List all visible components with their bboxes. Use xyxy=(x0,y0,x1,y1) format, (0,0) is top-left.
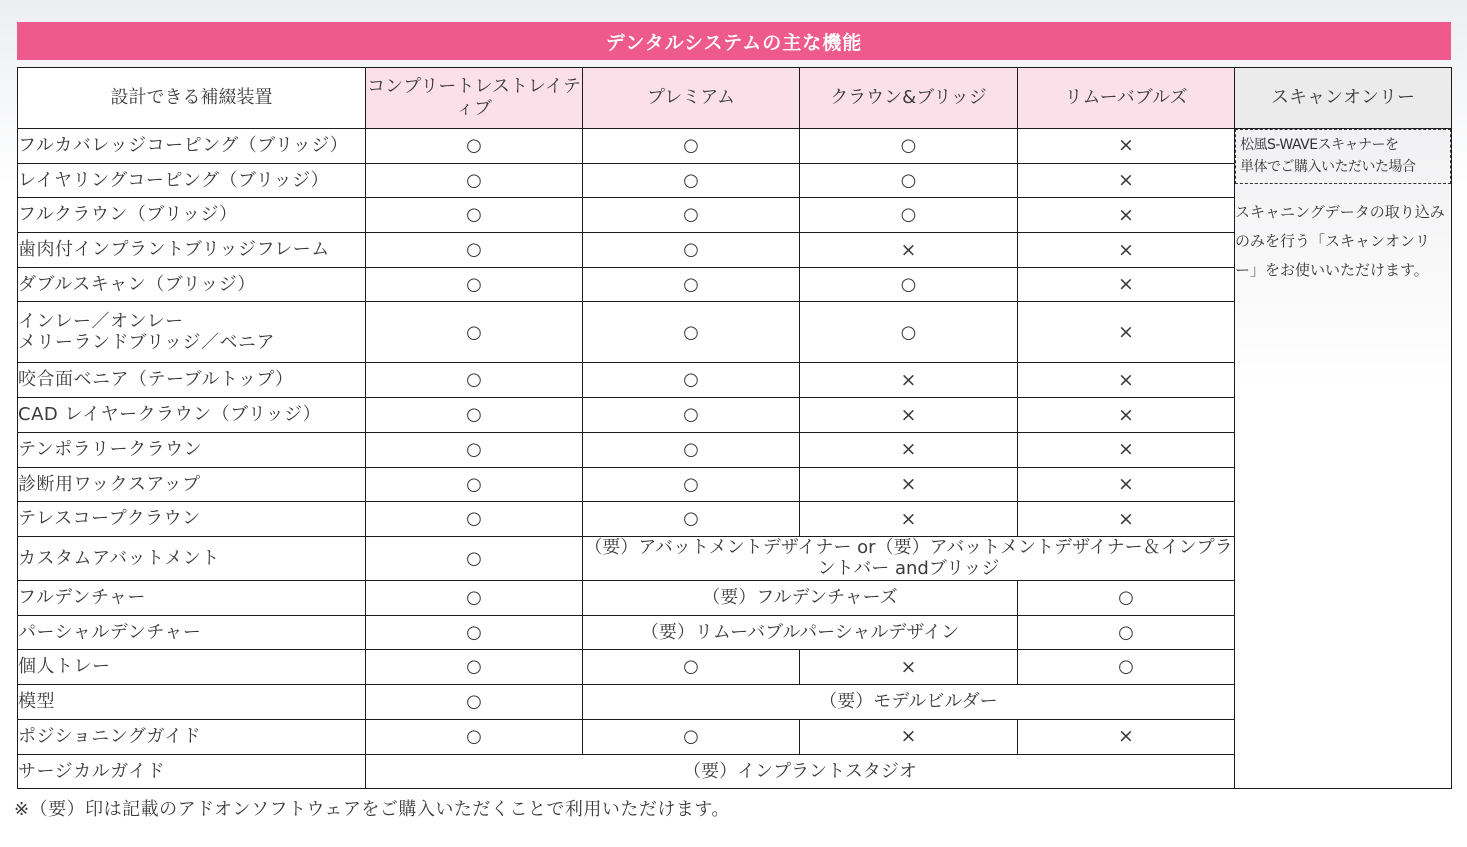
unsupported-mark: × xyxy=(1018,363,1235,398)
header-feature: 設計できる補綴装置 xyxy=(18,68,366,129)
unsupported-mark: × xyxy=(1018,398,1235,433)
supported-mark: ○ xyxy=(583,302,800,363)
unsupported-mark: × xyxy=(800,719,1018,754)
feature-cell xyxy=(18,302,366,363)
unsupported-mark: × xyxy=(800,467,1018,502)
header-premium: プレミアム xyxy=(583,68,800,129)
supported-mark: ○ xyxy=(366,267,583,302)
feature-cell xyxy=(18,502,366,537)
supported-mark: ○ xyxy=(583,267,800,302)
header-crown-bridge: クラウン&ブリッジ xyxy=(800,68,1018,129)
scan-only-column xyxy=(1235,129,1452,789)
feature-cell xyxy=(18,129,366,164)
supported-mark: ○ xyxy=(583,363,800,398)
header-complete-restorative: コンプリートレストレイティブ xyxy=(366,68,583,129)
supported-mark: ○ xyxy=(366,467,583,502)
feature-cell xyxy=(18,432,366,467)
supported-mark: ○ xyxy=(366,432,583,467)
feature-label: サージカルガイド xyxy=(18,760,166,782)
supported-mark: ○ xyxy=(583,650,800,685)
scan-note-line1: 松風S-WAVEスキャナーを xyxy=(1240,137,1399,153)
supported-mark: ○ xyxy=(583,129,800,164)
supported-mark: ○ xyxy=(583,467,800,502)
feature-cell xyxy=(18,581,366,616)
feature-label: 咬合面ベニア（テーブルトップ） xyxy=(18,369,294,391)
supported-mark: ○ xyxy=(366,502,583,537)
supported-mark: ○ xyxy=(366,615,583,650)
supported-mark: ○ xyxy=(1018,615,1235,650)
supported-mark: ○ xyxy=(366,719,583,754)
unsupported-mark: × xyxy=(800,432,1018,467)
feature-label: 診断用ワックスアップ xyxy=(18,473,201,495)
feature-label: フルデンチャー xyxy=(18,587,146,609)
feature-cell xyxy=(18,754,366,789)
supported-mark: ○ xyxy=(800,163,1018,198)
scan-only-note-box xyxy=(1235,129,1451,184)
table-title-banner: デンタルシステムの主な機能 xyxy=(17,22,1451,60)
feature-label-line2: メリーランドブリッジ／ベニア xyxy=(18,332,276,354)
feature-cell xyxy=(18,685,366,720)
feature-cell xyxy=(18,363,366,398)
supported-mark: ○ xyxy=(366,233,583,268)
supported-mark: ○ xyxy=(800,267,1018,302)
unsupported-mark: × xyxy=(1018,432,1235,467)
feature-table xyxy=(17,67,1452,789)
feature-label: カスタムアバットメント xyxy=(18,547,220,569)
feature-label: 個人トレー xyxy=(18,656,111,678)
unsupported-mark: × xyxy=(800,363,1018,398)
supported-mark: ○ xyxy=(583,163,800,198)
feature-label: テンポラリークラウン xyxy=(18,438,203,460)
supported-mark: ○ xyxy=(366,536,583,580)
supported-mark: ○ xyxy=(583,233,800,268)
supported-mark: ○ xyxy=(1018,650,1235,685)
feature-cell xyxy=(18,650,366,685)
supported-mark: ○ xyxy=(583,432,800,467)
supported-mark: ○ xyxy=(366,363,583,398)
unsupported-mark: × xyxy=(1018,719,1235,754)
unsupported-mark: × xyxy=(1018,198,1235,233)
unsupported-mark: × xyxy=(1018,233,1235,268)
addon-required-cell: （要）モデルビルダー xyxy=(583,685,1235,720)
supported-mark: ○ xyxy=(583,198,800,233)
supported-mark: ○ xyxy=(366,129,583,164)
unsupported-mark: × xyxy=(1018,467,1235,502)
unsupported-mark: × xyxy=(800,398,1018,433)
supported-mark: ○ xyxy=(366,198,583,233)
addon-required-cell: （要）フルデンチャーズ xyxy=(583,581,1018,616)
feature-label: ポジショニングガイド xyxy=(18,725,202,747)
supported-mark: ○ xyxy=(366,302,583,363)
unsupported-mark: × xyxy=(1018,163,1235,198)
feature-label: レイヤリングコーピング（ブリッジ） xyxy=(18,169,330,191)
supported-mark: ○ xyxy=(800,198,1018,233)
supported-mark: ○ xyxy=(800,129,1018,164)
feature-cell xyxy=(18,398,366,433)
table-row xyxy=(18,129,1452,164)
unsupported-mark: × xyxy=(800,650,1018,685)
feature-label: 歯肉付インプラントブリッジフレーム xyxy=(18,239,330,261)
header-removables: リムーバブルズ xyxy=(1018,68,1235,129)
supported-mark: ○ xyxy=(583,398,800,433)
feature-cell xyxy=(18,536,366,580)
unsupported-mark: × xyxy=(1018,267,1235,302)
feature-cell xyxy=(18,719,366,754)
header-scan-only: スキャンオンリー xyxy=(1235,68,1452,129)
footnote: ※（要）印は記載のアドオンソフトウェアをご購入いただくことで利用いただけます。 xyxy=(14,799,730,820)
supported-mark: ○ xyxy=(1018,581,1235,616)
unsupported-mark: × xyxy=(800,502,1018,537)
supported-mark: ○ xyxy=(366,650,583,685)
feature-cell xyxy=(18,198,366,233)
scan-note-line2: 単体でご購入いただいた場合 xyxy=(1240,159,1416,176)
feature-label: ダブルスキャン（ブリッジ） xyxy=(18,273,256,295)
addon-required-cell: （要）インプラントスタジオ xyxy=(366,754,1235,789)
addon-required-cell: （要）アバットメントデザイナー or（要）アバットメントデザイナー＆インプラントバー andブリッジ xyxy=(584,536,1233,580)
unsupported-mark: × xyxy=(1018,502,1235,537)
unsupported-mark: × xyxy=(800,233,1018,268)
feature-label: CAD レイヤークラウン（ブリッジ） xyxy=(18,404,322,426)
supported-mark: ○ xyxy=(366,163,583,198)
feature-cell xyxy=(18,233,366,268)
supported-mark: ○ xyxy=(800,302,1018,363)
feature-cell xyxy=(18,267,366,302)
unsupported-mark: × xyxy=(1018,129,1235,164)
feature-label: 模型 xyxy=(18,691,55,713)
supported-mark: ○ xyxy=(366,398,583,433)
feature-label: インレー／オンレー xyxy=(18,310,184,332)
supported-mark: ○ xyxy=(366,581,583,616)
addon-required-cell: （要）リムーバブルパーシャルデザイン xyxy=(583,615,1018,650)
feature-label: フルクラウン（ブリッジ） xyxy=(18,204,238,226)
supported-mark: ○ xyxy=(583,719,800,754)
scan-only-description: スキャニングデータの取り込みのみを行う「スキャンオンリー」をお使いいただけます。 xyxy=(1235,202,1445,280)
feature-label: パーシャルデンチャー xyxy=(18,621,202,643)
unsupported-mark: × xyxy=(1018,302,1235,363)
supported-mark: ○ xyxy=(366,685,583,720)
feature-cell xyxy=(18,615,366,650)
feature-cell xyxy=(18,163,366,198)
feature-label: テレスコープクラウン xyxy=(18,508,201,530)
feature-cell xyxy=(18,467,366,502)
supported-mark: ○ xyxy=(583,502,800,537)
feature-label: フルカバレッジコーピング（ブリッジ） xyxy=(18,135,349,157)
